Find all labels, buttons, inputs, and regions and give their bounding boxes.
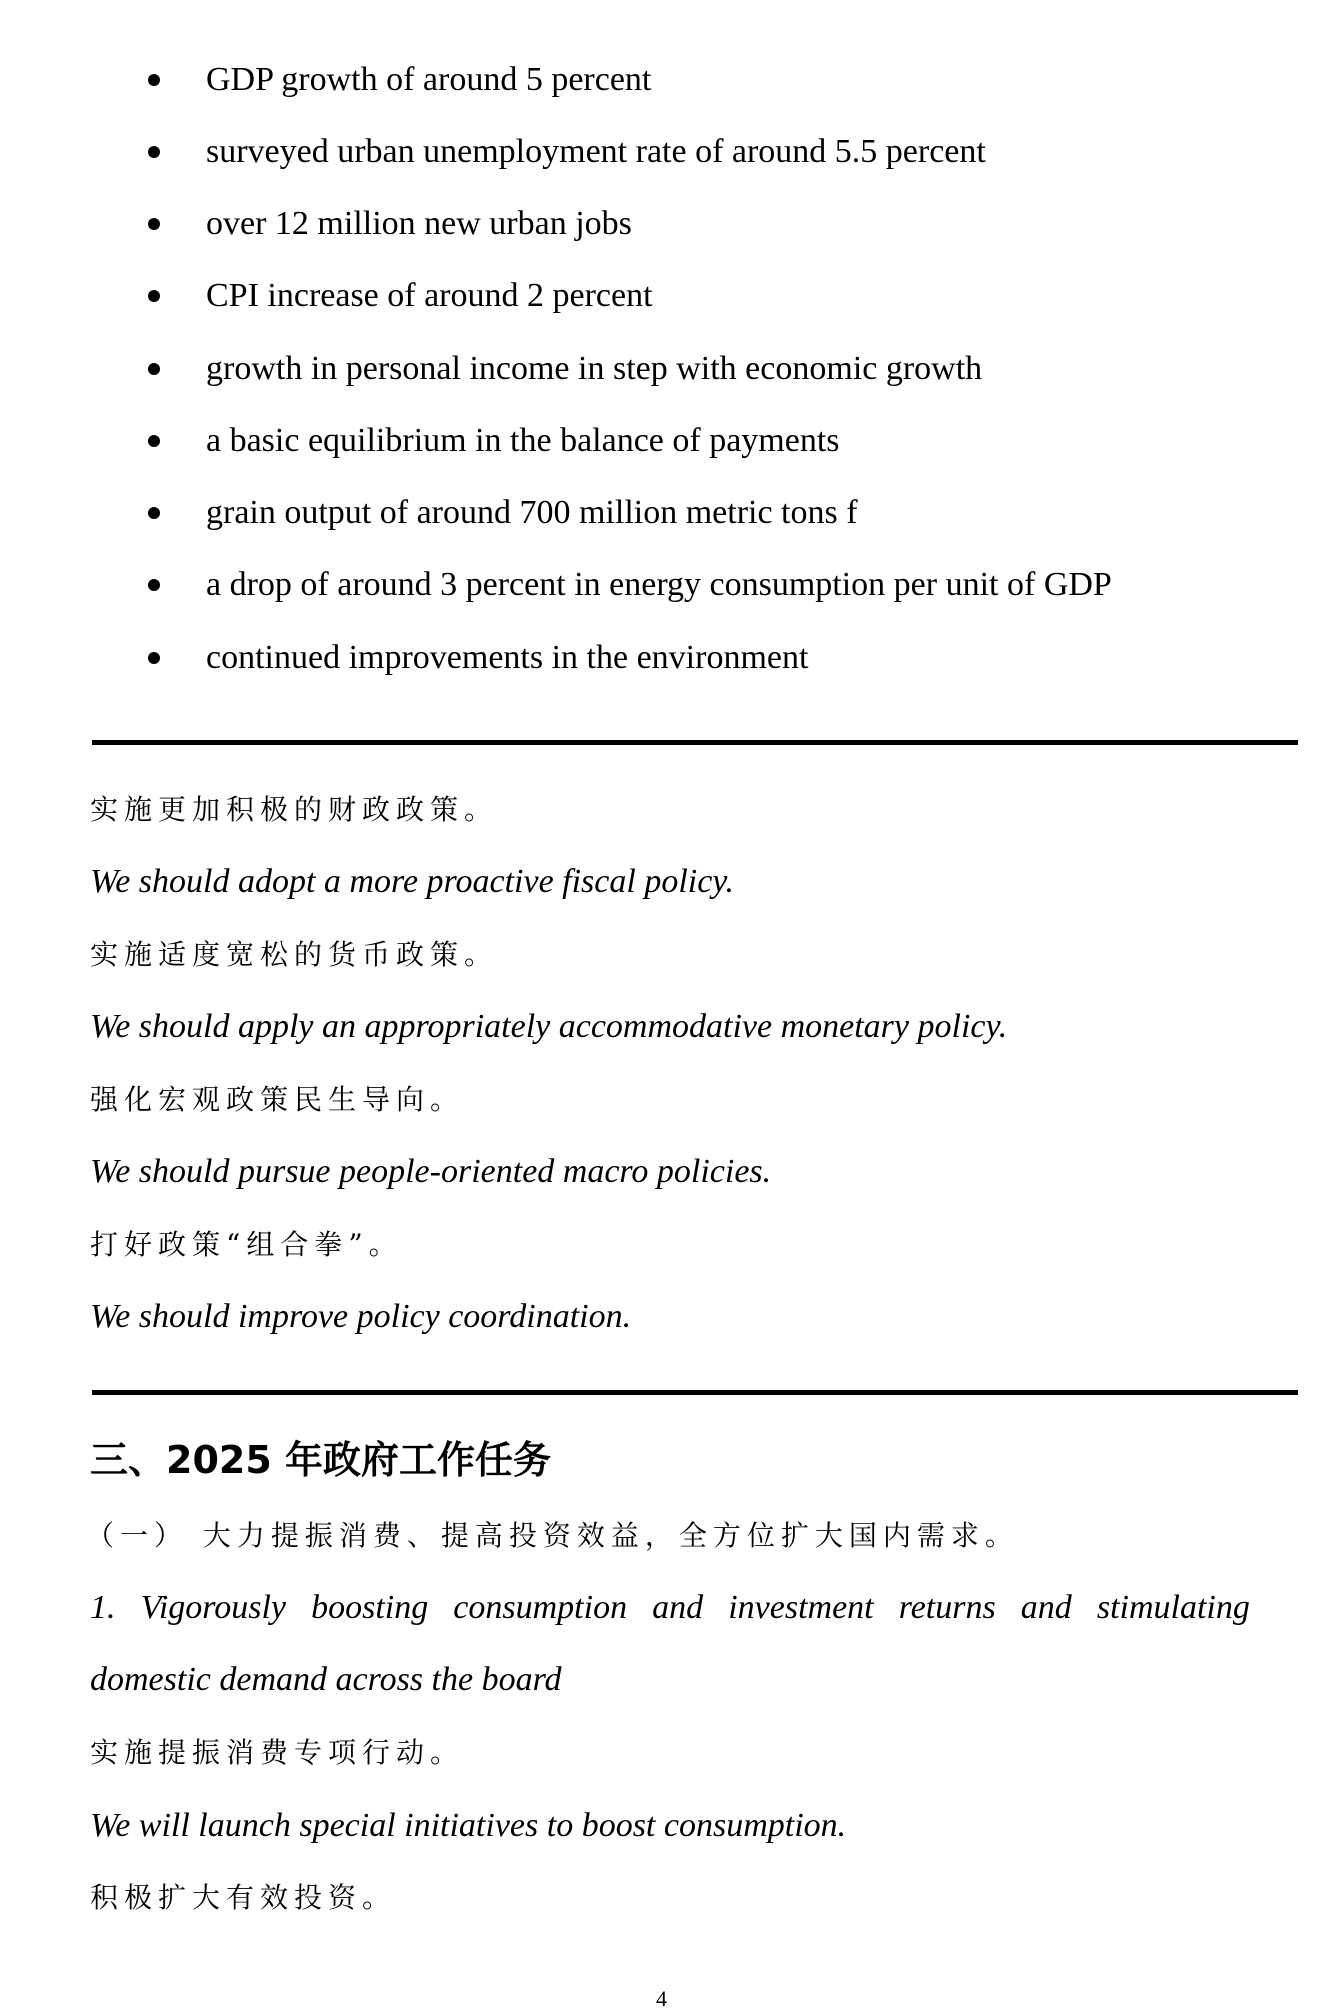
task-en: We will launch special initiatives to boost consumption.	[90, 1807, 847, 1844]
policy-zh: 实施更加积极的财政政策。	[90, 793, 499, 826]
section-divider	[92, 1390, 1298, 1395]
bullet-text: continued improvements in the environment	[206, 639, 809, 676]
bullet-text: a drop of around 3 percent in energy consumption per unit of GDP	[206, 566, 1112, 603]
bullet-icon	[148, 435, 160, 447]
task-zh: 实施提振消费专项行动。	[90, 1736, 465, 1769]
policy-en: We should improve policy coordination.	[90, 1298, 632, 1335]
bullet-item	[0, 276, 1323, 316]
subheading-zh: （一） 大力提振消费、提高投资效益，全方位扩大国内需求。	[86, 1519, 1019, 1552]
bullet-text: GDP growth of around 5 percent	[206, 61, 652, 98]
bullet-icon	[148, 363, 160, 375]
subheading-en-line1	[90, 1588, 1250, 1628]
policy-zh: 强化宏观政策民生导向。	[90, 1083, 465, 1116]
bullet-item	[0, 493, 1323, 533]
bullet-item	[0, 565, 1323, 605]
bullet-item	[0, 60, 1323, 100]
section-heading: 三、2025 年政府工作任务	[90, 1438, 551, 1482]
subheading-en-line2: domestic demand across the board	[90, 1661, 562, 1698]
bullet-icon	[148, 290, 160, 302]
policy-en: We should adopt a more proactive fiscal policy.	[90, 863, 735, 900]
subheading-en-word: and	[1020, 1589, 1072, 1626]
page-number: 4	[656, 1986, 667, 2011]
section-divider	[92, 740, 1298, 745]
bullet-item	[0, 421, 1323, 461]
task-zh: 积极扩大有效投资。	[90, 1881, 397, 1914]
bullet-icon	[148, 146, 160, 158]
bullet-item	[0, 204, 1323, 244]
bullet-text: over 12 million new urban jobs	[206, 205, 632, 242]
bullet-icon	[148, 652, 160, 664]
subheading-en-word: consumption	[453, 1589, 628, 1626]
policy-zh: 实施适度宽松的货币政策。	[90, 938, 499, 971]
bullet-item	[0, 349, 1323, 389]
subheading-en-word: investment	[728, 1589, 874, 1626]
policy-en: We should pursue people-oriented macro policies.	[90, 1153, 772, 1190]
subheading-en-word: Vigorously	[140, 1589, 287, 1626]
bullet-item	[0, 638, 1323, 678]
bullet-icon	[148, 74, 160, 86]
subheading-en-word: returns	[898, 1589, 996, 1626]
policy-zh: 打好政策“组合拳”。	[90, 1228, 403, 1261]
bullet-item	[0, 132, 1323, 172]
policy-en: We should apply an appropriately accommodative monetary policy.	[90, 1008, 1008, 1045]
subheading-en-word: and	[652, 1589, 704, 1626]
bullet-text: CPI increase of around 2 percent	[206, 277, 653, 314]
bullet-icon	[148, 218, 160, 230]
bullet-text: a basic equilibrium in the balance of payments	[206, 422, 840, 459]
bullet-text: grain output of around 700 million metric tons f	[206, 494, 858, 531]
bullet-icon	[148, 579, 160, 591]
bullet-icon	[148, 507, 160, 519]
bullet-text: surveyed urban unemployment rate of around 5.5 percent	[206, 133, 986, 170]
subheading-en-word: 1.	[90, 1589, 116, 1626]
subheading-en-word: stimulating	[1096, 1589, 1250, 1626]
bullet-text: growth in personal income in step with economic growth	[206, 350, 983, 387]
subheading-en-word: boosting	[311, 1589, 429, 1626]
